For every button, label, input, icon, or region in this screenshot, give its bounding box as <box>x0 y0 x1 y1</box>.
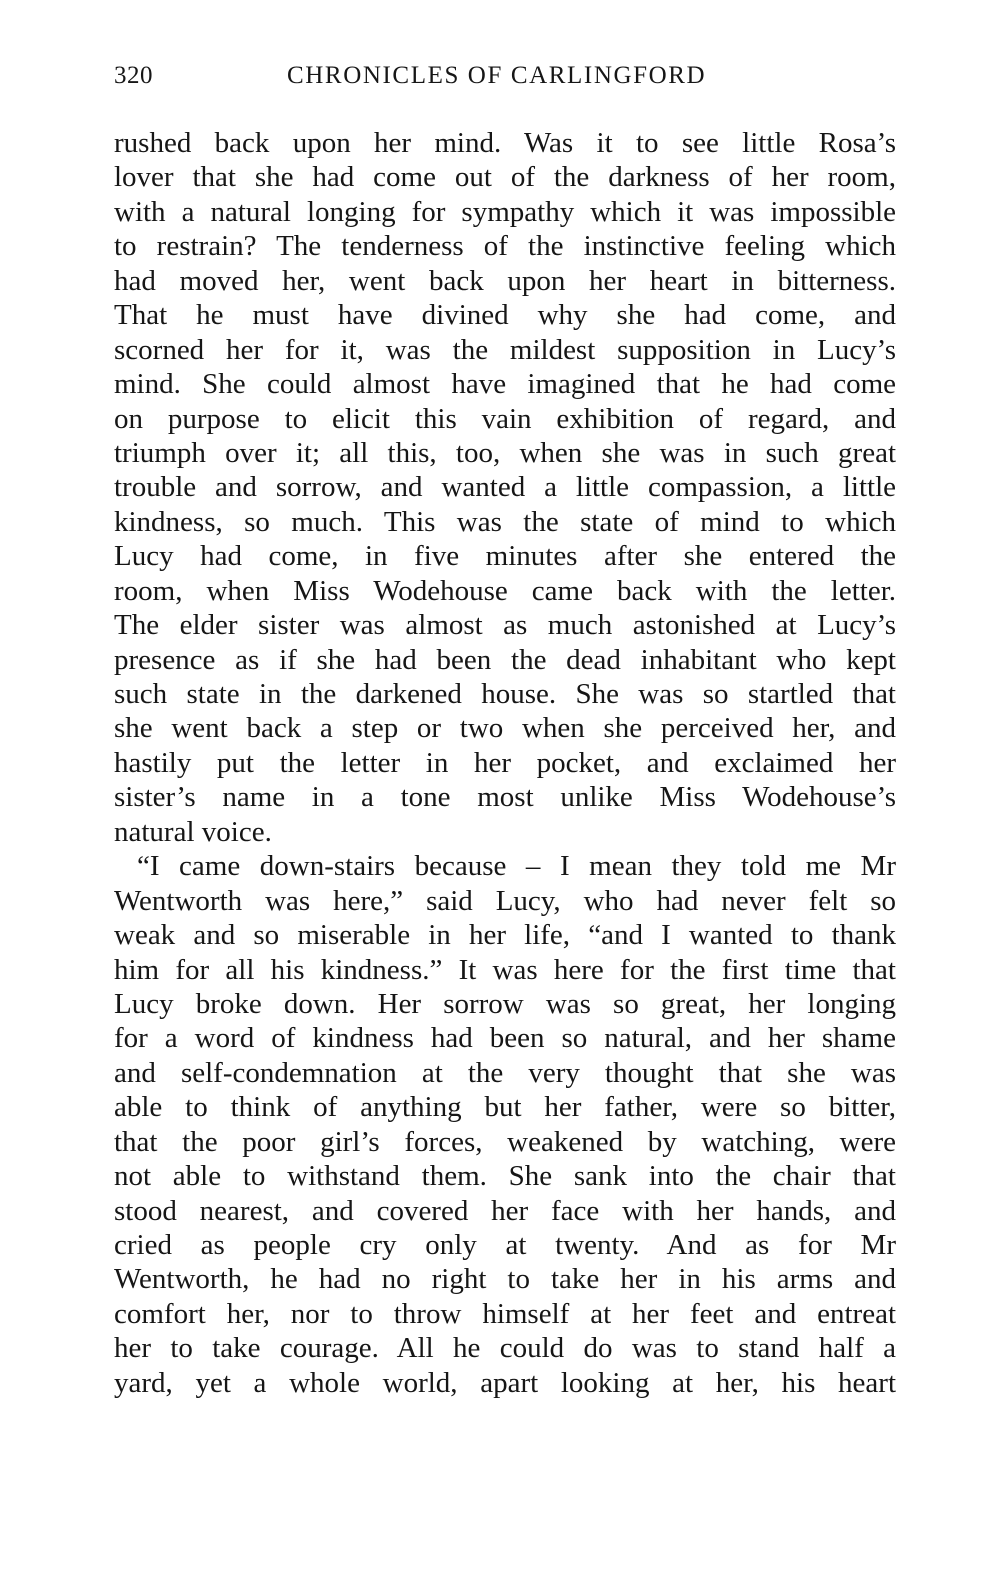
text-line: mind. She could almost have imagined that he had come <box>114 368 896 401</box>
text-line: lover that she had come out of the darkness of her room, <box>114 161 896 194</box>
text-line: Wentworth was here,” said Lucy, who had never felt so <box>114 884 896 917</box>
text-line: rushed back upon her mind. Was it to see little Rosa’s <box>114 127 896 159</box>
text-line: Lucy broke down. Her sorrow was so great, her longing <box>114 987 896 1020</box>
text-line: sister’s name in a tone most unlike Miss Wodehouse’s <box>114 781 896 814</box>
text-line: to restrain? The tenderness of the instinctive feeling which <box>114 230 896 263</box>
text-line: with a natural longing for sympathy which it was impossible <box>114 195 896 228</box>
text-line: comfort her, nor to throw himself at her feet and entreat <box>114 1297 896 1330</box>
text-line: “I came down-stairs because – I mean they told me Mr <box>137 850 896 883</box>
running-head <box>114 62 896 102</box>
text-line: for a word of kindness had been so natural, and her shame <box>114 1022 896 1055</box>
text-line: yard, yet a whole world, apart looking at her, his heart <box>114 1366 896 1399</box>
text-line: kindness, so much. This was the state of mind to which <box>114 505 896 538</box>
text-line: cried as people cry only at twenty. And as for Mr <box>114 1229 896 1261</box>
text-line: her to take courage. All he could do was to stand half a <box>114 1332 896 1365</box>
text-line: had moved her, went back upon her heart in bitterness. <box>114 264 896 297</box>
text-line: scorned her for it, was the mildest supposition in Lucy’s <box>114 333 896 366</box>
text-line: The elder sister was almost as much astonished at Lucy’s <box>114 609 896 642</box>
text-line: weak and so miserable in her life, “and I wanted to thank <box>114 919 896 952</box>
text-line: she went back a step or two when she perceived her, and <box>114 712 896 745</box>
text-line: him for all his kindness.” It was here for the first time that <box>114 953 896 986</box>
running-title: CHRONICLES OF CARLINGFORD <box>287 62 707 89</box>
text-line: and self-condemnation at the very thought that she was <box>114 1056 896 1089</box>
text-line: room, when Miss Wodehouse came back with the letter. <box>114 574 896 607</box>
text-line: such state in the darkened house. She was so startled that <box>114 678 896 710</box>
text-line: hastily put the letter in her pocket, and exclaimed her <box>114 746 896 779</box>
page-number: 320 <box>114 62 153 89</box>
text-line: Lucy had come, in five minutes after she entered the <box>114 540 896 573</box>
text-line: Wentworth, he had no right to take her in his arms and <box>114 1263 896 1296</box>
text-line: on purpose to elicit this vain exhibition of regard, and <box>114 402 896 435</box>
text-line: not able to withstand them. She sank into the chair that <box>114 1160 896 1193</box>
text-line: stood nearest, and covered her face with her hands, and <box>114 1194 896 1227</box>
body-text <box>114 126 896 1400</box>
text-line: That he must have divined why she had come, and <box>114 299 896 332</box>
text-line: triumph over it; all this, too, when she was in such great <box>114 436 896 469</box>
text-line: presence as if she had been the dead inhabitant who kept <box>114 643 896 676</box>
text-line: trouble and sorrow, and wanted a little compassion, a little <box>114 471 896 504</box>
text-line: natural voice. <box>114 815 272 848</box>
text-line: that the poor girl’s forces, weakened by watching, were <box>114 1125 896 1158</box>
text-line: able to think of anything but her father, were so bitter, <box>114 1091 896 1124</box>
